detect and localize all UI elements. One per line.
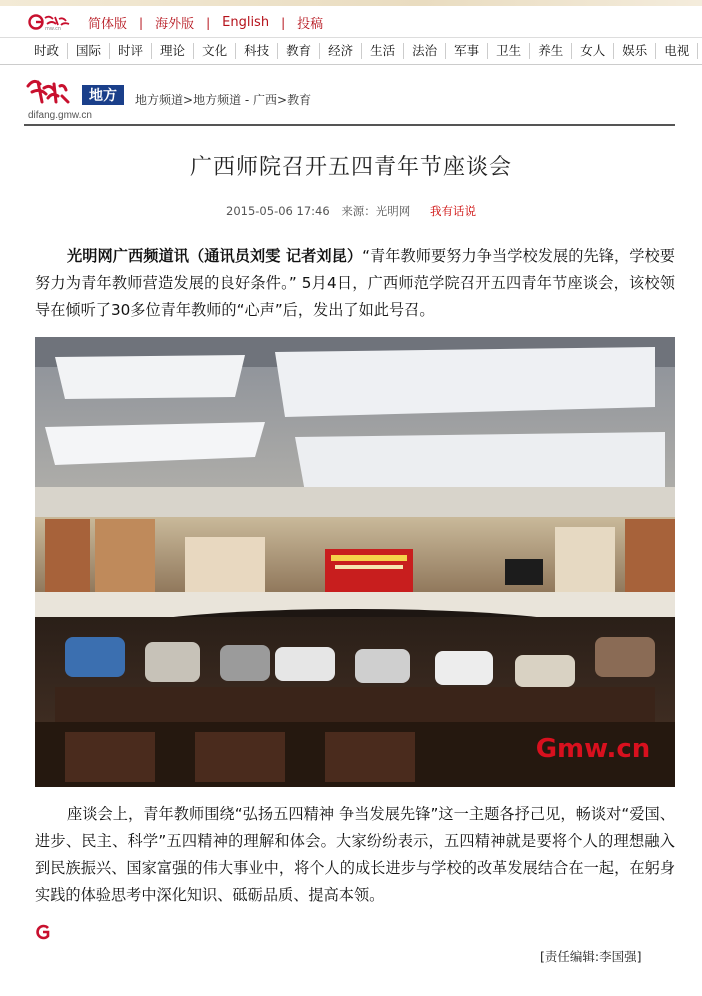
article-paragraph-2: 座谈会上，青年教师围绕“弘扬五四精神 争当发展先锋”这一主题各抒己见，畅谈对“爱国、进步、民主、科学”五四精神的理解和体会。大家纷纷表示，五四精神就是要将个人的理想融入到民族振兴、国家富强的伟大事业中，将个人的成长进步与学校的改革发展结合在一起，在躬身实践的体验思考中深化知识、砥砺品质、提高本领。 [35,805,675,904]
article-title: 广西师院召开五四青年节座谈会 [189,155,512,180]
breadcrumb-item[interactable]: 地方频道 - 广西 [193,93,278,107]
nav-item-women[interactable]: 女人 [572,43,614,59]
svg-text:地方: 地方 [89,88,117,104]
gmw-logo-icon[interactable] [28,13,74,31]
top-bar [0,6,702,38]
gmw-mark-icon [35,924,51,940]
nav-item-entertainment[interactable]: 娱乐 [614,43,656,59]
article-meta [0,203,702,219]
nav-item-politics[interactable]: 时政 [26,43,68,59]
nav-list [26,43,698,59]
article-photo [35,337,675,787]
nav-item-law[interactable]: 法治 [404,43,446,59]
nav-item-tech[interactable]: 科技 [236,43,278,59]
divider: | [281,15,286,30]
nav-item-military[interactable]: 军事 [446,43,488,59]
svg-text:mw.cn: mw.cn [45,26,62,31]
article-source: 来源：光明网 [341,204,411,218]
main-nav [0,39,702,65]
comment-link[interactable]: 我有话说 [429,204,476,218]
article-paragraph-1 [35,243,675,324]
breadcrumb-item[interactable]: 地方频道 [135,93,184,107]
channel-logo-icon[interactable] [24,76,128,122]
divider: | [139,15,144,30]
link-simplified[interactable]: 简体版 [88,17,128,32]
nav-item-economy[interactable]: 经济 [320,43,362,59]
link-submit[interactable]: 投稿 [297,17,324,32]
meeting-photo-illustration [35,337,675,787]
publish-datetime: 2015-05-06 17:46 [226,204,330,218]
top-links [88,13,323,32]
link-overseas[interactable]: 海外版 [155,17,195,32]
nav-item-tv[interactable]: 电视 [656,43,698,59]
nav-item-commentary[interactable]: 时评 [110,43,152,59]
nav-item-theory[interactable]: 理论 [152,43,194,59]
svg-text:difang.gmw.cn: difang.gmw.cn [28,110,92,121]
divider: | [206,15,211,30]
breadcrumb-sep: > [277,93,288,107]
nav-item-culture[interactable]: 文化 [194,43,236,59]
nav-item-education[interactable]: 教育 [278,43,320,59]
editor-credit: [责任编辑:李国强] [540,949,642,964]
breadcrumb-item[interactable]: 教育 [287,93,312,107]
nav-item-international[interactable]: 国际 [68,43,110,59]
nav-item-wellness[interactable]: 养生 [530,43,572,59]
nav-item-health[interactable]: 卫生 [488,43,530,59]
link-english[interactable]: English [222,15,270,30]
photo-watermark: Gmw.cn [535,734,651,764]
paragraph-text: “青年教师要努力争当学校发展的先锋，学校要努力为青年教师营造发展的良好条件。” 5月4日，广西师范学院召开五四青年节座谈会，该校领导在倾听了30多位青年教师的“心声”后，发出了如此号召。 [35,247,675,319]
nav-item-life[interactable]: 生活 [362,43,404,59]
header-divider [24,124,675,126]
breadcrumb-sep: > [183,93,194,107]
dateline: 光明网广西频道讯（通讯员刘雯 记者刘昆） [67,247,363,265]
breadcrumb [135,91,311,108]
